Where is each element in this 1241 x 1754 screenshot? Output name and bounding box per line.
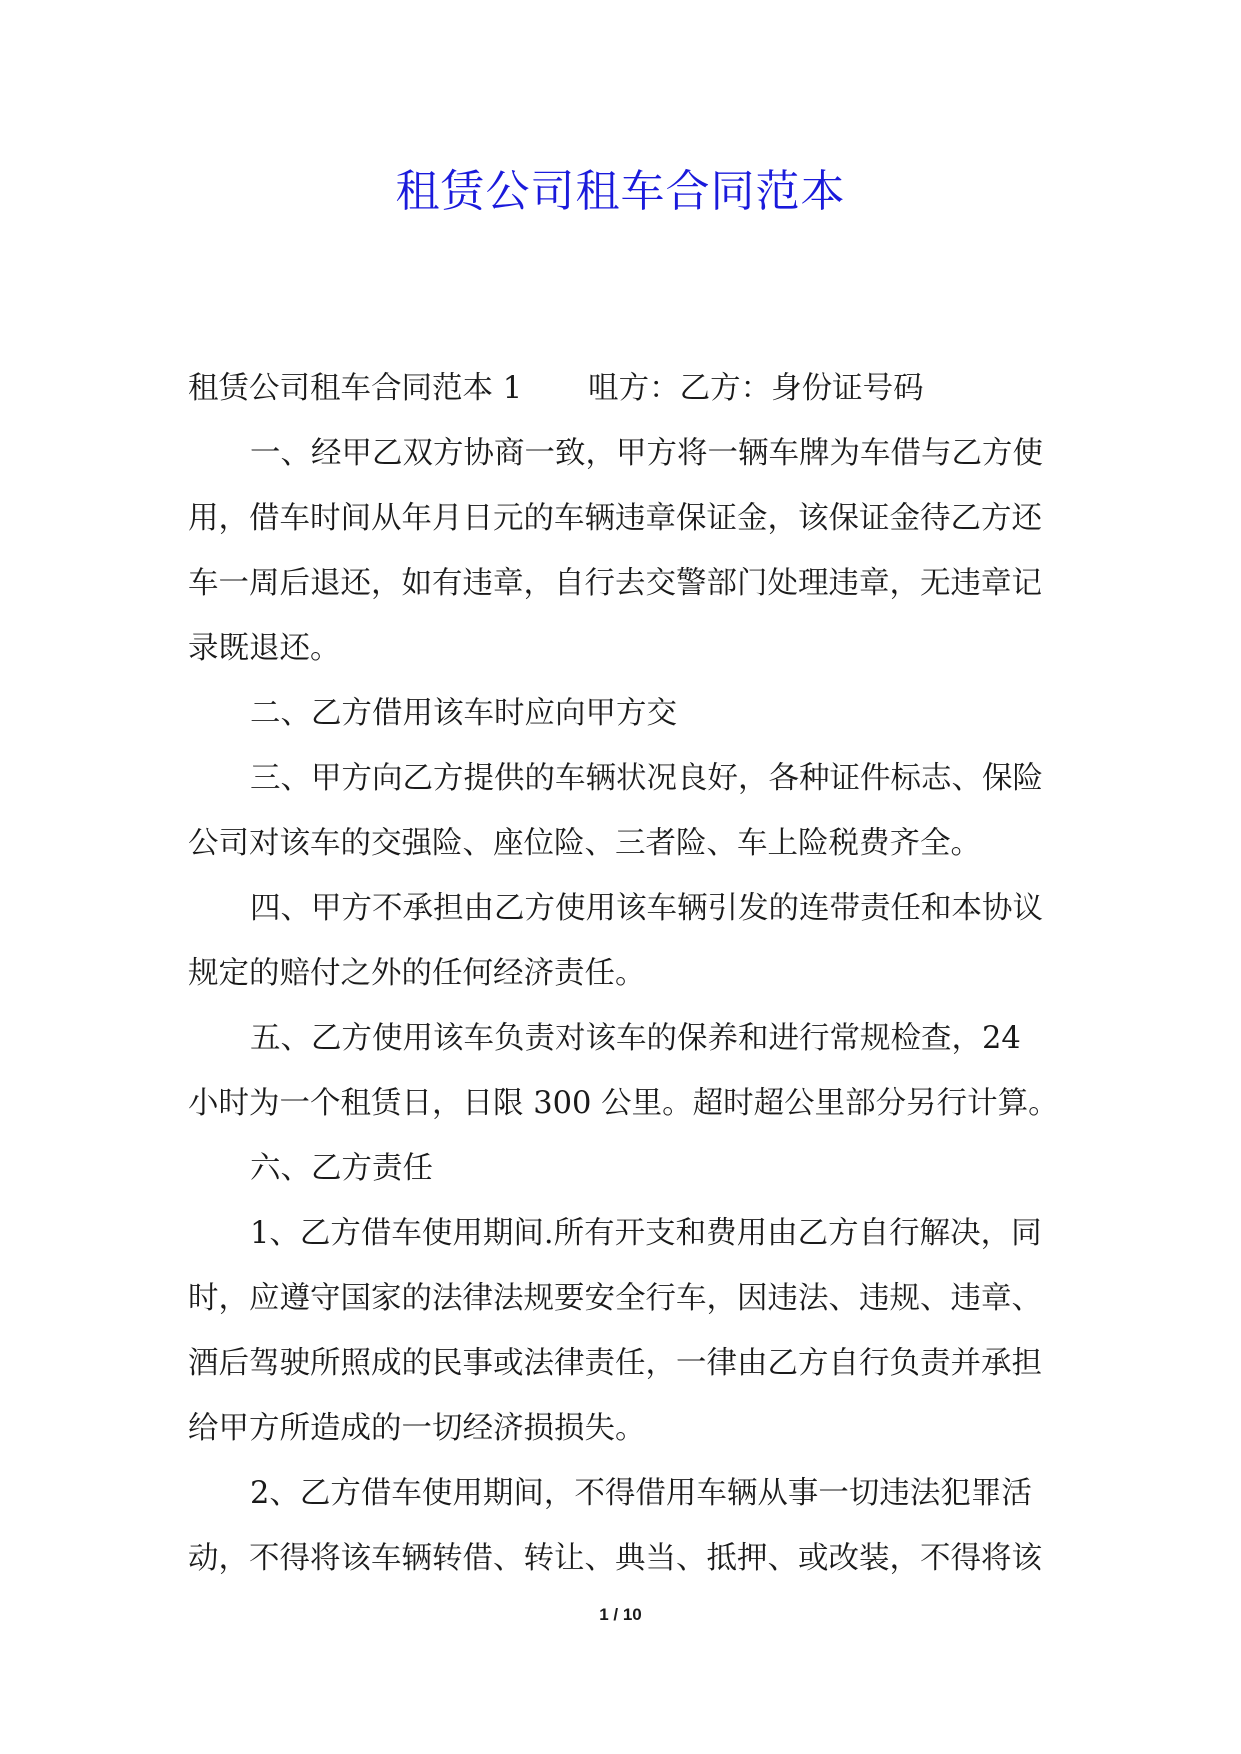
document-body: [188, 356, 1059, 1591]
page-number: 1 / 10: [599, 1605, 642, 1624]
text-line: 1、乙方借车使用期间.所有开支和费用由乙方自行解决，同: [250, 1216, 1042, 1251]
intro-left: 租赁公司租车合同范本 1: [188, 371, 523, 406]
text-line: 2、乙方借车使用期间，不得借用车辆从事一切违法犯罪活: [250, 1476, 1032, 1511]
text-line: 四、甲方不承担由乙方使用该车辆引发的连带责任和本协议: [250, 891, 1043, 926]
text-line: 五、乙方使用该车负责对该车的保养和进行常规检查，24: [250, 1021, 1021, 1056]
text-line: 公司对该车的交强险、座位险、三者险、车上险税费齐全。: [188, 826, 981, 861]
text-line: 二、乙方借用该车时应向甲方交: [250, 696, 677, 731]
text-line: 时，应遵守国家的法律法规要安全行车，因违法、违规、违章、: [188, 1281, 1042, 1316]
text-line: 动，不得将该车辆转借、转让、典当、抵押、或改装，不得将该: [188, 1541, 1042, 1576]
text-line: 三、甲方向乙方提供的车辆状况良好，各种证件标志、保险: [250, 761, 1043, 796]
text-line: 录既退还。: [188, 631, 341, 666]
text-line: 规定的赔付之外的任何经济责任。: [188, 956, 646, 991]
text-line: 一、经甲乙双方协商一致，甲方将一辆车牌为车借与乙方使: [250, 436, 1043, 471]
intro-right: 咀方：乙方：身份证号码: [588, 371, 924, 406]
text-line: 酒后驾驶所照成的民事或法律责任，一律由乙方自行负责并承担: [188, 1346, 1042, 1381]
text-line: 给甲方所造成的一切经济损损失。: [188, 1411, 646, 1446]
text-line: 小时为一个租赁日，日限 300 公里。超时超公里部分另行计算。: [188, 1086, 1059, 1121]
text-line: 用，借车时间从年月日元的车辆违章保证金，该保证金待乙方还: [188, 501, 1042, 536]
intro-line: [188, 356, 1053, 421]
paragraph-lines: [188, 421, 1059, 1591]
text-line: 六、乙方责任: [250, 1151, 433, 1186]
text-line: 车一周后退还，如有违章，自行去交警部门处理违章，无违章记: [188, 566, 1042, 601]
document-title: 租赁公司租车合同范本: [395, 166, 846, 217]
